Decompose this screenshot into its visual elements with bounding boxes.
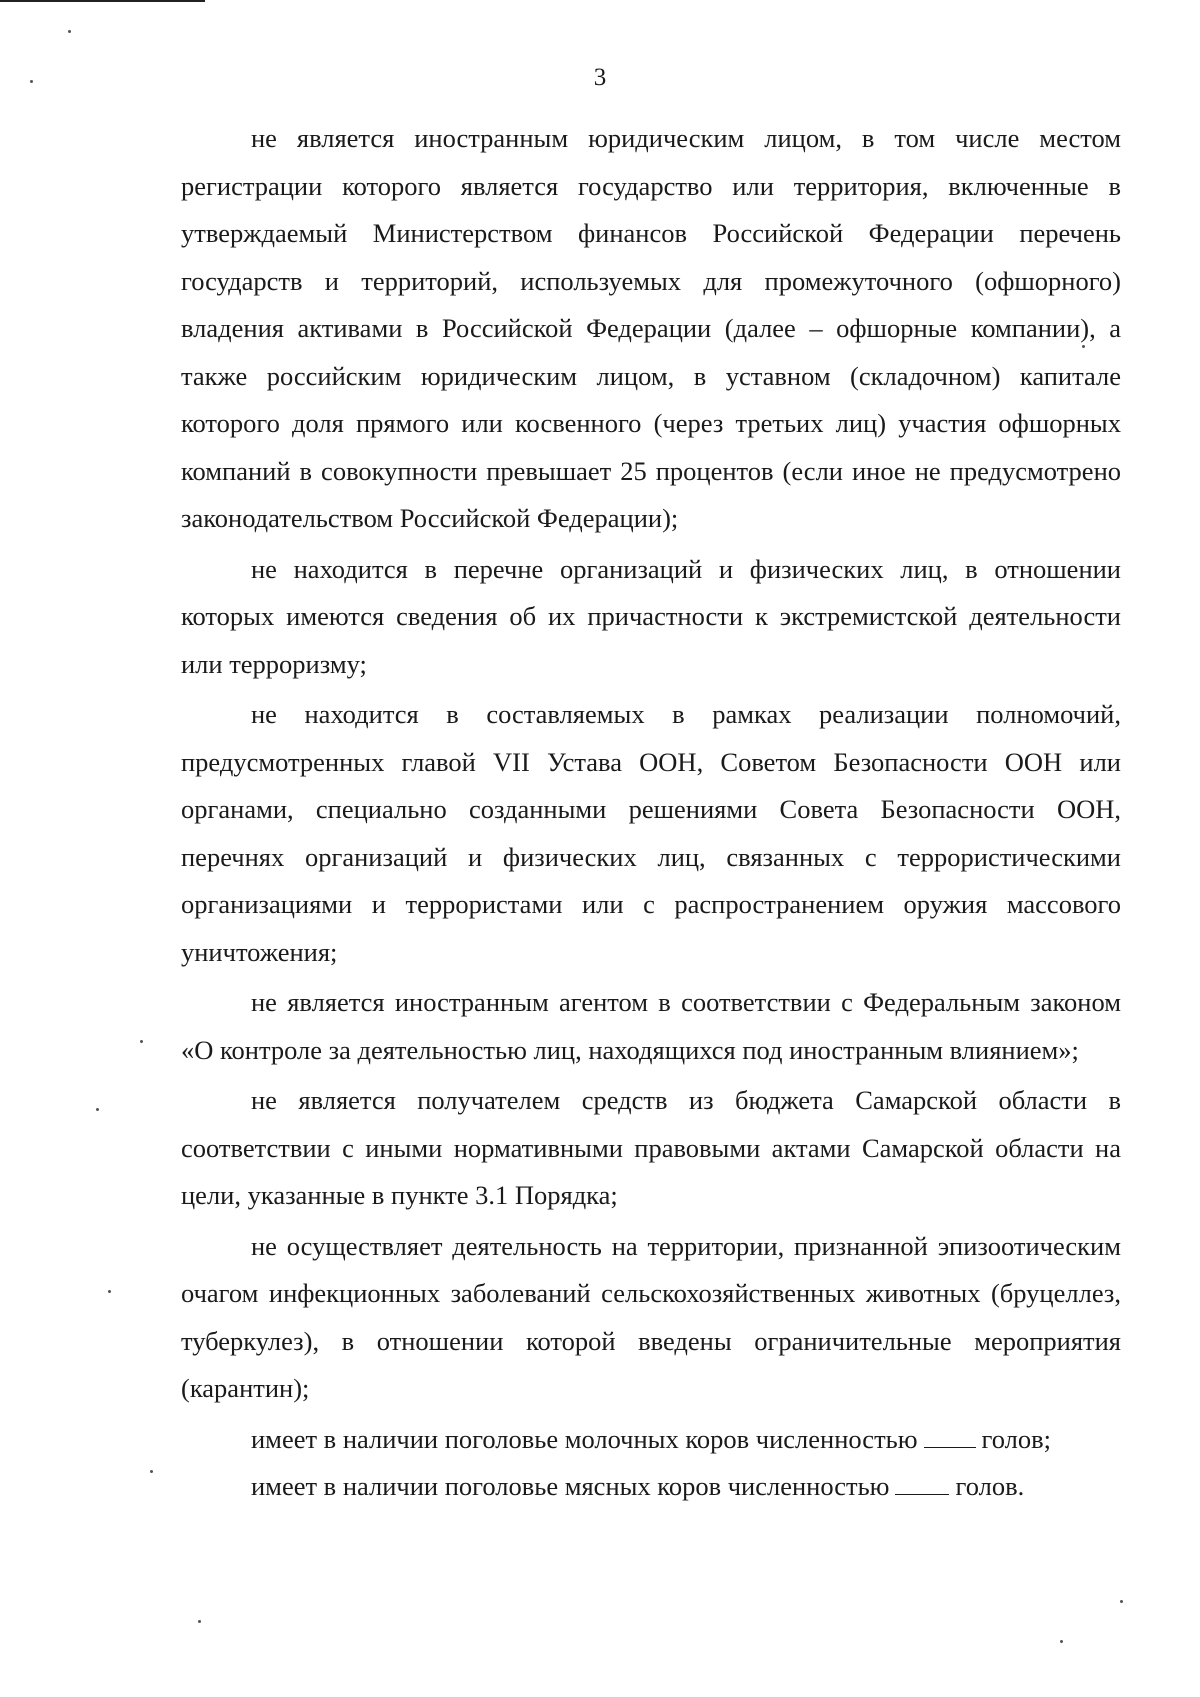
paragraph-foreign-agent-condition: не является иностранным агентом в соответствии с Федеральным законом «О контроле за деятельностью лиц, находящихся под иностранным влиянием»; xyxy=(181,987,1121,1065)
page-number: 3 xyxy=(593,64,607,91)
scan-speck xyxy=(140,1040,143,1043)
beef-cows-label: имеет в наличии поголовье мясных коров численностью xyxy=(251,1471,890,1501)
document-body xyxy=(181,115,1121,1511)
scan-speck xyxy=(68,30,71,33)
scan-speck xyxy=(198,1620,201,1623)
paragraph-budget-recipient-condition: не является получателем средств из бюджета Самарской области в соответствии с иными нормативными правовыми актами Самарской области на цели, указанные в пункте 3.1 Порядка; xyxy=(181,1085,1121,1210)
dairy-cows-label: имеет в наличии поголовье молочных коров численностью xyxy=(251,1423,918,1454)
beef-cows-line xyxy=(181,1463,1121,1511)
dairy-cows-count-blank[interactable] xyxy=(924,1425,976,1448)
paragraph-offshore-condition: не является иностранным юридическим лицом, в том числе местом регистрации которого является государство или территория, включенные в утверждаемый Министерством финансов Российской Федерации перечень государств и территорий, используемых для промежуточного (офшорного) владения активами в Российской Федерации (далее – офшорные компании), а также российским юридическим лицом, в уставном (складочном) капитале которого доля прямого или косвенного (через третьих лиц) участия офшорных компаний в совокупности превышает 25 процентов (если иное не предусмотрено законодательством Российской Федерации); xyxy=(181,123,1121,533)
paragraph-un-sanctions-condition: не находится в составляемых в рамках реализации полномочий, предусмотренных главой VII Устава ООН, Советом Безопасности ООН или органами, специально созданными решениями Совета Безопасности ООН, перечнях организаций и физических лиц, связанных с террористическими организациями и террористами или с распространением оружия массового уничтожения; xyxy=(181,699,1121,967)
beef-cows-unit: голов. xyxy=(955,1471,1025,1501)
paragraph-quarantine-condition: не осуществляет деятельность на территории, признанной эпизоотическим очагом инфекционных заболеваний сельскохозяйственных животных (бруцеллез, туберкулез), в отношении которой введены ограничительные мероприятия (карантин); xyxy=(181,1230,1121,1403)
scan-speck xyxy=(30,80,33,83)
scan-speck xyxy=(1082,345,1085,348)
paragraph-extremism-condition: не находится в перечне организаций и физических лиц, в отношении которых имеются сведения об их причастности к экстремистской деятельности или терроризму; xyxy=(181,553,1121,679)
scan-speck xyxy=(150,1470,153,1473)
scan-edge-line xyxy=(0,0,205,2)
scan-speck xyxy=(96,1108,99,1111)
beef-cows-count-blank[interactable] xyxy=(895,1472,949,1495)
dairy-cows-unit: голов; xyxy=(981,1423,1052,1454)
scan-speck xyxy=(1120,1600,1123,1603)
scan-speck xyxy=(108,1290,111,1293)
dairy-cows-line xyxy=(181,1416,1121,1464)
scan-speck xyxy=(1060,1640,1063,1643)
